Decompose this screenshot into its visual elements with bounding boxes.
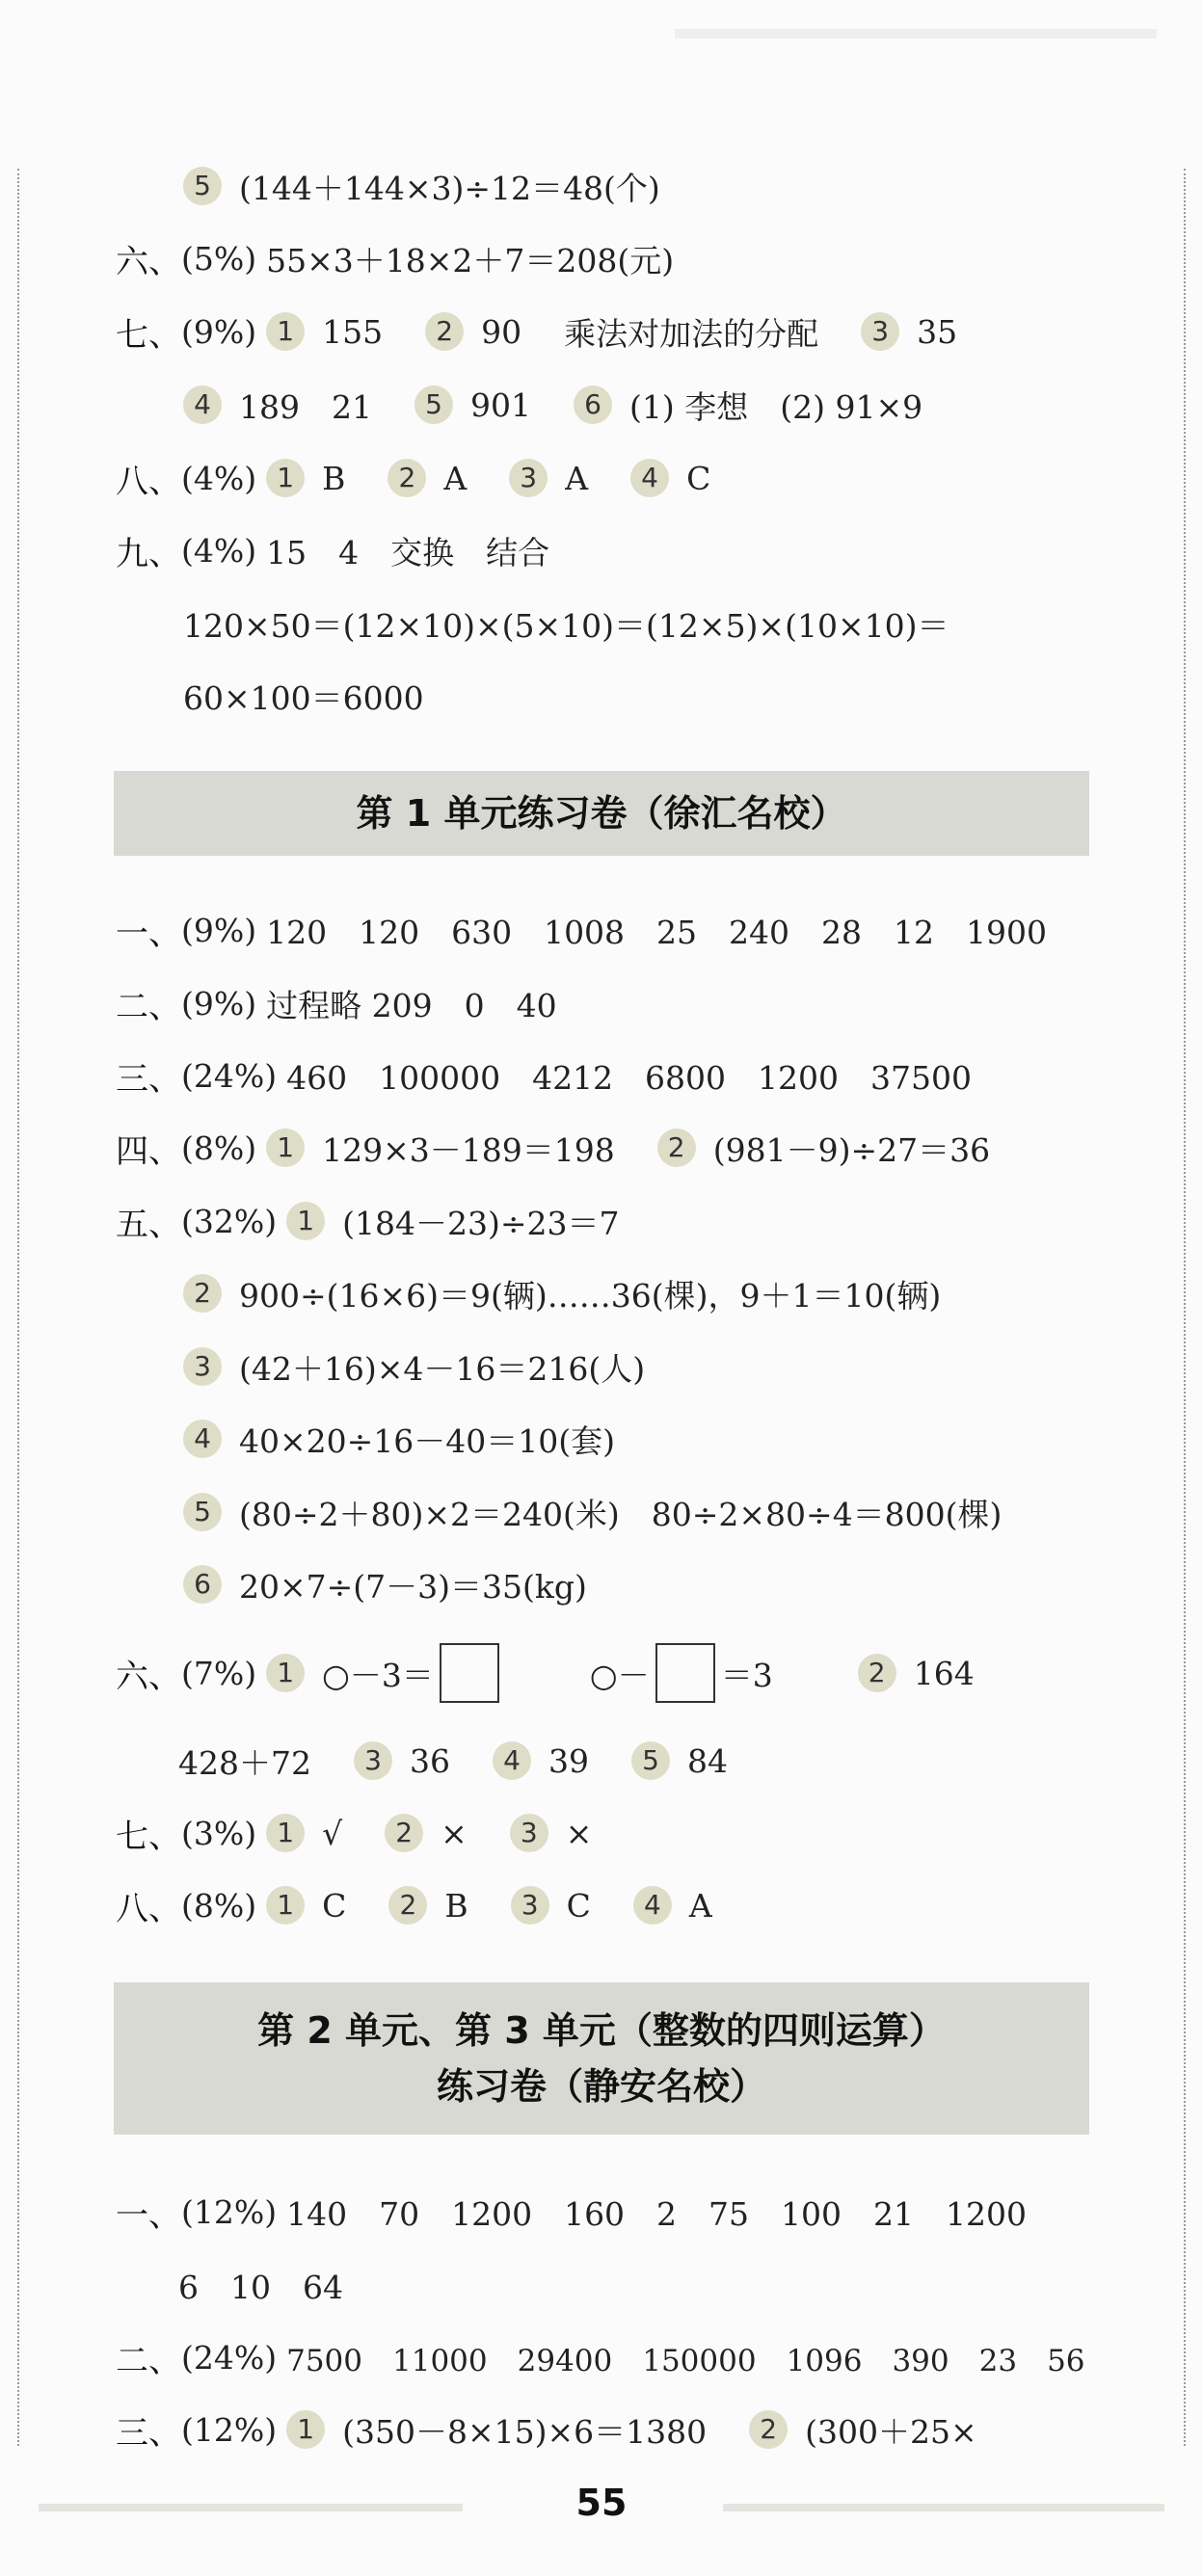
answer-line [0, 2401, 1164, 2458]
answer-line [0, 303, 1164, 360]
answer-text: × [565, 1814, 593, 1852]
number-badge: 3 [509, 459, 548, 497]
section-percent: (9%) [181, 312, 257, 351]
answer-text: ○－3＝ [322, 1656, 434, 1694]
answer-line [0, 667, 1164, 725]
section-label: 二、 [116, 2341, 181, 2380]
section-title: 练习卷（静安名校） [436, 2065, 766, 2108]
answer-text: (80÷2＋80)×2＝240(米) 80÷2×80÷4＝800(棵) [239, 1495, 1002, 1533]
answer-text: 900÷(16×6)＝9(辆)……36(棵)，9＋1＝10(辆) [239, 1276, 942, 1315]
answer-text: (1) 李想 (2) 91×9 [628, 387, 923, 426]
number-badge: 2 [657, 1129, 696, 1167]
answer-line [0, 595, 1164, 652]
number-badge: 1 [286, 2410, 325, 2449]
answer-text: (184－23)÷23＝7 [342, 1204, 620, 1242]
answer-text: (144＋144×3)÷12＝48(个) [239, 169, 660, 207]
number-badge: 3 [861, 312, 899, 351]
answer-text: C [686, 459, 711, 497]
number-badge: 1 [266, 1886, 305, 1925]
answer-text: 140 70 1200 160 2 75 100 21 1200 [286, 2194, 1028, 2233]
answer-line [0, 1483, 1164, 1541]
answer-line [0, 521, 1164, 579]
answer-line [0, 2328, 1164, 2386]
section-label: 八、 [116, 462, 181, 501]
number-badge: 5 [183, 1493, 222, 1531]
number-badge: 2 [385, 1814, 423, 1852]
answer-text: (350－8×15)×6＝1380 [342, 2412, 708, 2451]
section-percent: (4%) [181, 531, 257, 570]
answer-text: 901 [469, 385, 531, 424]
number-badge: 3 [511, 1886, 549, 1925]
number-badge: 1 [266, 312, 305, 351]
number-badge: 1 [266, 459, 305, 497]
number-badge: 4 [183, 385, 222, 424]
answer-text: 乘法对加法的分配 [564, 314, 819, 353]
answer-text: ＝3 [720, 1656, 773, 1694]
section-label: 三、 [116, 1059, 181, 1099]
answer-line [0, 1555, 1164, 1613]
number-badge: 2 [388, 1886, 427, 1925]
answer-line [0, 376, 1164, 434]
answer-text: √ [322, 1814, 343, 1852]
answer-text: 129×3－189＝198 [322, 1130, 615, 1169]
section-title: 第 1 单元练习卷（徐汇名校） [356, 792, 847, 835]
number-badge: 1 [266, 1814, 305, 1852]
answer-line [0, 1192, 1164, 1250]
answer-text: A [688, 1886, 712, 1925]
answer-text: B [444, 1886, 468, 1925]
answer-line [0, 229, 1164, 287]
answer-text: 120 120 630 1008 25 240 28 12 1900 [266, 913, 1047, 951]
blank-box [440, 1643, 499, 1703]
answer-text: 60×100＝6000 [183, 678, 424, 717]
number-badge: 2 [858, 1654, 896, 1692]
answer-line [0, 1804, 1164, 1862]
answer-text: 90 [481, 312, 522, 351]
section-percent: (5%) [181, 239, 257, 278]
answer-text: 189 21 [239, 387, 372, 426]
number-badge: 2 [425, 312, 464, 351]
answer-line [0, 1047, 1164, 1104]
number-badge: 1 [266, 1654, 305, 1692]
section-label: 一、 [116, 914, 181, 953]
number-badge: 3 [354, 1741, 392, 1780]
section-percent: (24%) [181, 2338, 278, 2377]
answer-text: (42＋16)×4－16＝216(人) [239, 1349, 646, 1388]
section-label: 四、 [116, 1131, 181, 1171]
answer-text: 15 4 交换 结合 [266, 533, 550, 571]
section-banner [114, 771, 1089, 856]
answer-line [0, 2183, 1164, 2241]
number-badge: 5 [631, 1741, 670, 1780]
section-percent: (32%) [181, 1202, 278, 1240]
number-badge: 2 [749, 2410, 788, 2449]
answer-line [0, 901, 1164, 959]
answer-line [0, 449, 1164, 507]
number-badge: 4 [633, 1886, 672, 1925]
number-badge: 4 [630, 459, 669, 497]
section-label: 六、 [116, 1657, 181, 1696]
answer-text: 155 [322, 312, 384, 351]
section-banner [114, 1982, 1089, 2135]
answer-text: 39 [548, 1741, 589, 1780]
number-badge: 4 [493, 1741, 531, 1780]
number-badge: 2 [183, 1274, 222, 1313]
blank-box [655, 1643, 715, 1703]
answer-line [0, 1338, 1164, 1395]
section-percent: (3%) [181, 1814, 257, 1852]
number-badge: 4 [183, 1420, 222, 1458]
top-decoration [675, 29, 1157, 39]
section-label: 三、 [116, 2413, 181, 2453]
number-badge: 3 [510, 1814, 548, 1852]
number-badge: 5 [183, 167, 222, 205]
answer-line [0, 2256, 1164, 2314]
answer-text: A [443, 459, 468, 497]
section-label: 八、 [116, 1889, 181, 1928]
answer-line [0, 1876, 1164, 1934]
answer-text: × [441, 1814, 468, 1852]
answer-line [0, 1644, 1164, 1702]
section-percent: (12%) [181, 2410, 278, 2449]
number-badge: 6 [574, 385, 612, 424]
right-margin-line [1184, 169, 1186, 2446]
answer-text: 7500 11000 29400 150000 1096 390 23 56 [286, 2343, 1085, 2378]
section-percent: (12%) [181, 2192, 278, 2231]
answer-text: 120×50＝(12×10)×(5×10)＝(12×5)×(10×10)＝ [183, 606, 949, 645]
answer-text: A [565, 459, 589, 497]
answer-line [0, 1119, 1164, 1177]
section-label: 七、 [116, 1817, 181, 1856]
answer-line [0, 157, 1164, 215]
number-badge: 5 [414, 385, 453, 424]
answer-text: (300＋25× [805, 2412, 977, 2451]
answer-line [0, 1410, 1164, 1468]
answer-text: 40×20÷16－40＝10(套) [239, 1421, 616, 1460]
section-percent: (8%) [181, 1129, 257, 1167]
answer-line [0, 1732, 1164, 1790]
answer-text: 36 [409, 1741, 450, 1780]
answer-text: 55×3＋18×2＋7＝208(元) [266, 241, 675, 279]
answer-text: 6 10 64 [178, 2268, 343, 2306]
answer-text: 460 100000 4212 6800 1200 37500 [286, 1058, 972, 1097]
section-label: 二、 [116, 987, 181, 1026]
answer-text: (981－9)÷27＝36 [712, 1130, 991, 1169]
page-number: 55 [575, 2482, 628, 2524]
section-percent: (9%) [181, 984, 257, 1022]
number-badge: 1 [286, 1202, 325, 1240]
answer-text: 20×7÷(7－3)＝35(kg) [239, 1567, 587, 1606]
answer-text: 428＋72 [178, 1743, 311, 1782]
answer-text: C [322, 1886, 347, 1925]
number-badge: 1 [266, 1129, 305, 1167]
answer-text: ○－ [589, 1656, 650, 1694]
answer-text: 164 [913, 1654, 975, 1692]
number-badge: 3 [183, 1347, 222, 1386]
section-percent: (4%) [181, 459, 257, 497]
section-label: 九、 [116, 534, 181, 573]
answer-text: 35 [917, 312, 958, 351]
answer-text: C [566, 1886, 591, 1925]
section-label: 一、 [116, 2195, 181, 2235]
number-badge: 6 [183, 1565, 222, 1604]
section-label: 六、 [116, 242, 181, 281]
answer-text: 84 [686, 1741, 728, 1780]
section-label: 七、 [116, 315, 181, 355]
section-percent: (24%) [181, 1056, 278, 1095]
section-percent: (7%) [181, 1654, 257, 1692]
answer-text: 过程略 209 0 40 [266, 986, 557, 1024]
answer-line [0, 974, 1164, 1032]
section-percent: (9%) [181, 911, 257, 949]
section-title: 第 2 单元、第 3 单元（整数的四则运算） [257, 2009, 946, 2052]
section-label: 五、 [116, 1205, 181, 1244]
number-badge: 2 [388, 459, 426, 497]
section-percent: (8%) [181, 1886, 257, 1925]
answer-line [0, 1264, 1164, 1322]
answer-text: B [322, 459, 346, 497]
